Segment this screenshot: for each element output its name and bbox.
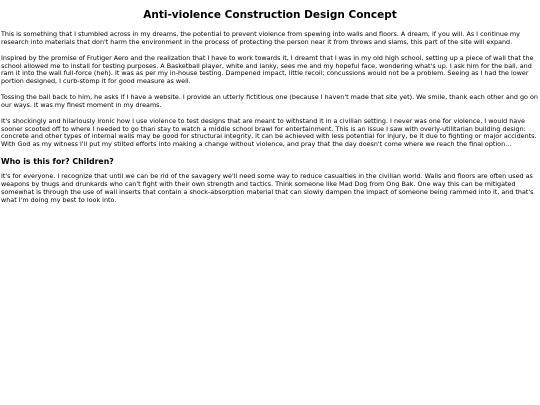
section-heading: Who is this for? Children? [1,157,114,167]
section-paragraph: It's for everyone. I recognize that until we can be rid of the savagery we'll need some way to reduce casualties in the civilian world. Walls and floors are often used as weapons by thugs and drunkards who can't fight with their own strength and tactics. Think someone like Mad Dog from Ong Bak. One way this can be mitigated somewhat is through the use of wall inserts that contain a shock-absorption material that can slowly dampen the impact of someone being rammed into it, and that's what I'm doing my best to look into. [1,172,534,204]
intro-paragraph: This is something that I stumbled across in my dreams, the potential to prevent violence from spewing into walls and floors. A dream, if you will. As I continue my research into materials that don't harm the environment in the process of protecting the person near it from throws and slams, this part of the site will expand. [1,30,520,46]
page-title: Anti-violence Construction Design Concept [143,9,397,21]
irony-paragraph: It's shockingly and hilariously ironic how I use violence to test designs that are meant to withstand it in a civilian setting. I never was one for violence, I would have sooner scooted off to where I needed to go than stay to watch a middle school brawl for entertainment. This is an issue I saw with overly-utilitarian building design: concrete and other types of internal walls may be good for structural integrity, it can be achieved with less potential for injury, be it due to fighting or major accidents. With God as my witness I'll put my stilted efforts into making a change without violence, and pray that the day doesn't come where we reach the final option... [1,116,537,149]
website-paragraph: Tossing the ball back to him, he asks if I have a website. I provide an utterly fictitious one (because I haven't made that site yet). We smile, thank each other and go on our ways. It was my finest moment in my dreams. [1,93,538,109]
dream-paragraph: Inspired by the promise of Frutiger Aero and the realization that I have to work towards it, I dreamt that I was in my old high school, setting up a piece of wall that the school allowed me to install for testing purposes. A Basketball player, white and lanky, sees me and my hopeful face, wondering what's up. I ask him for the ball, and ram it into the wall full-force (heh). It was as per my in-house testing. Dampened impact, little recoil; concussions would not be a problem. Seeing as I had the lower portion designed, I curb-stomp it for good measure as well. [1,53,534,86]
